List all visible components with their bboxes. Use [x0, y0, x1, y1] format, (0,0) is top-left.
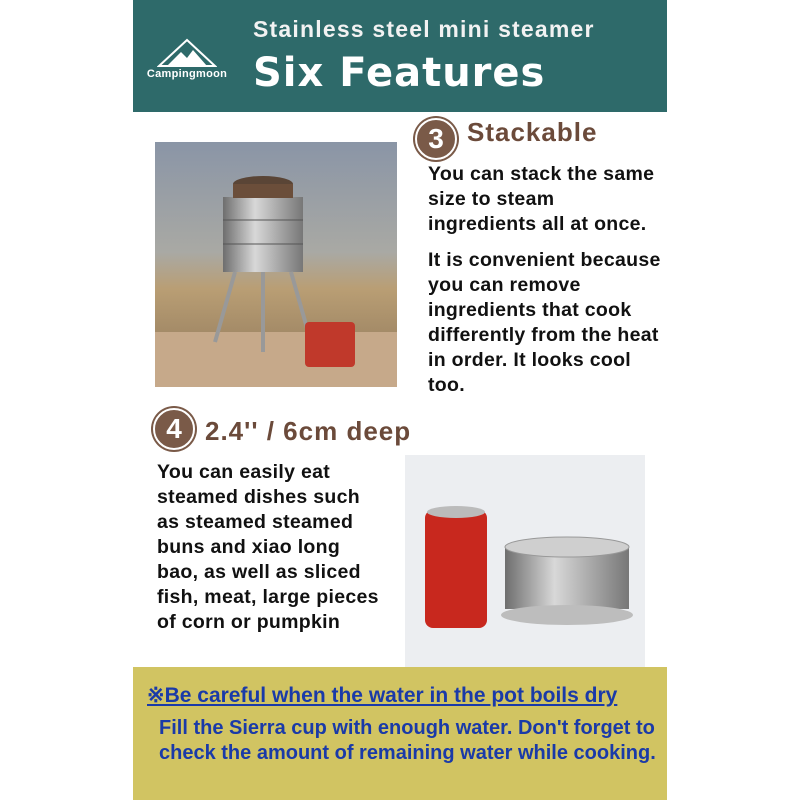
product-card [133, 0, 667, 800]
feature-number-3: 3 [415, 118, 457, 160]
steamer-with-can-photo [405, 455, 645, 667]
page-title: Six Features [253, 50, 546, 96]
feature-number-4: 4 [153, 408, 195, 450]
header-banner [133, 0, 667, 112]
mountain-icon [157, 38, 217, 68]
feature3-text-2: It is convenient because you can remove ingredients that cook differently from the heat in order. It looks cool too. [428, 249, 661, 396]
feature-heading-stackable: Stackable [467, 117, 598, 147]
brand-logo [139, 38, 235, 80]
feature-heading-depth: 2.4'' / 6cm deep [205, 416, 412, 446]
warning-body: Fill the Sierra cup with enough water. Don't forget to check the amount of remaining water while cooking. [159, 717, 656, 764]
feature4-text: You can easily eat steamed dishes such as steamed steamed buns and xiao long bao, as well as sliced fish, meat, large pieces of corn or pumpkin [157, 461, 379, 633]
warning-box [133, 667, 667, 800]
warning-title: ※Be careful when the water in the pot boils dry [147, 684, 618, 707]
subtitle: Stainless steel mini steamer [253, 16, 595, 42]
feature3-text-1: You can stack the same size to steam ingredients all at once. [428, 163, 655, 235]
stacked-steamer-photo [155, 142, 397, 387]
brand-name: Campingmoon [146, 68, 228, 80]
